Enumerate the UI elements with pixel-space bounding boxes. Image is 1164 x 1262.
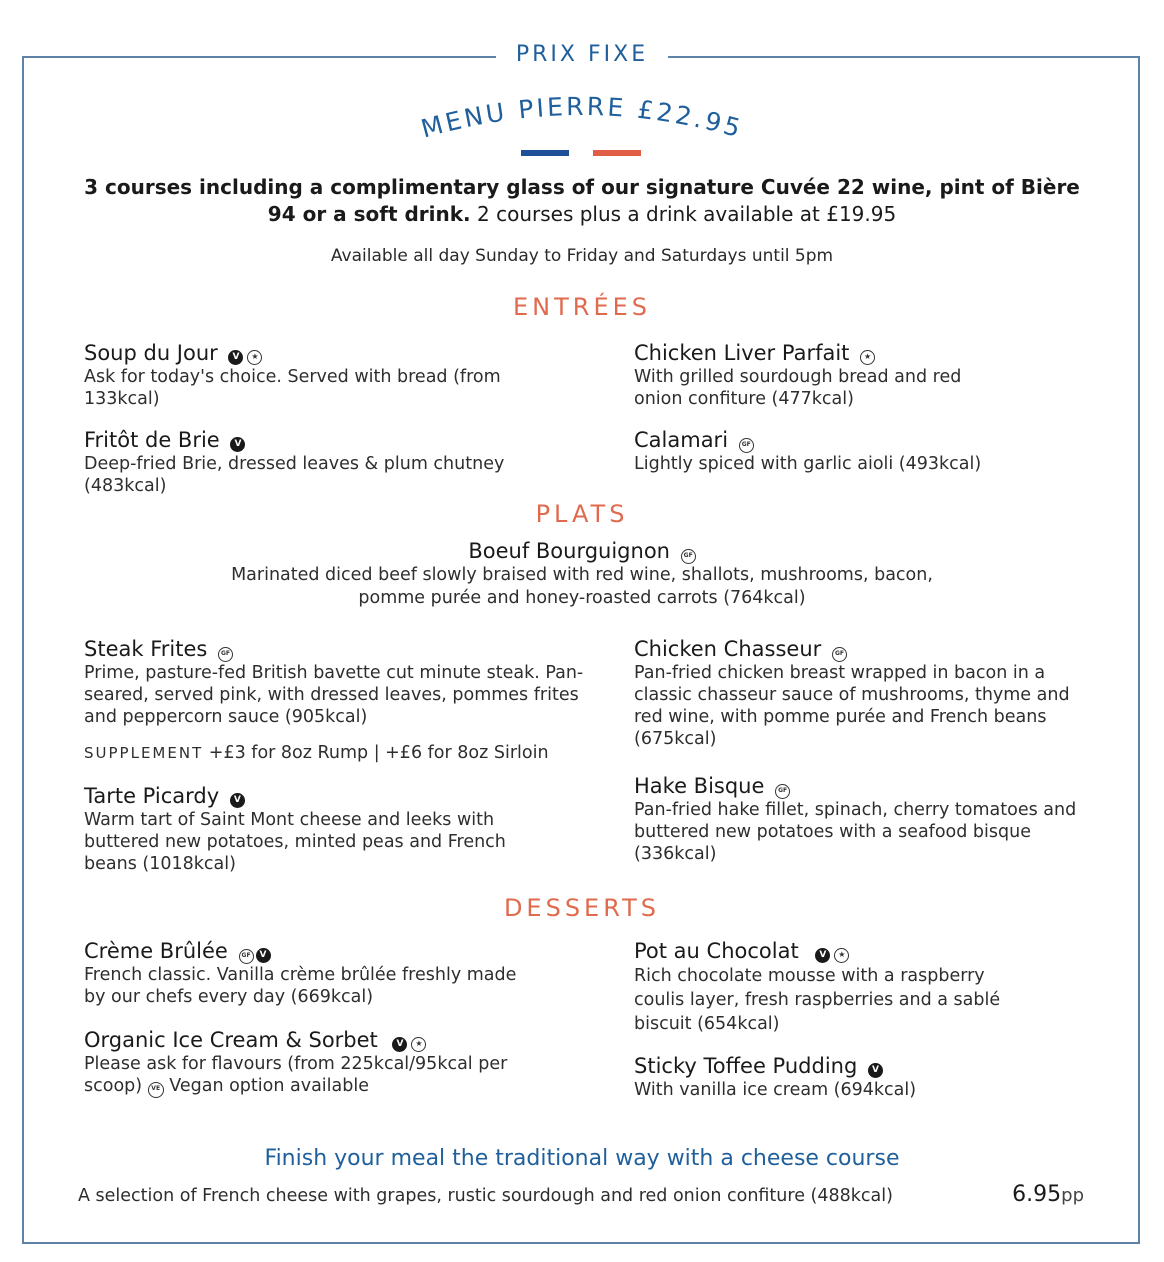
supplement-text: +£3 for 8oz Rump | +£6 for 8oz Sirloin bbox=[203, 743, 549, 763]
gluten-free-icon: GF bbox=[832, 647, 847, 662]
star-icon: ★ bbox=[247, 350, 262, 365]
menu-item bbox=[84, 938, 524, 1008]
vegetarian-icon: V bbox=[230, 437, 245, 452]
gluten-free-icon: GF bbox=[218, 647, 233, 662]
item-desc: French classic. Vanilla crème brûlée freshly made by our chefs every day (669kcal) bbox=[84, 965, 517, 1007]
price-value: 6.95 bbox=[1012, 1182, 1062, 1207]
menu-item bbox=[634, 938, 1034, 1036]
menu-item bbox=[634, 427, 1074, 475]
item-desc: Pan-fried hake fillet, spinach, cherry tomatoes and buttered new potatoes with a seafood bisque (336kcal) bbox=[634, 800, 1077, 864]
menu-title bbox=[380, 88, 784, 150]
item-name: Sticky Toffee Pudding bbox=[634, 1054, 858, 1078]
menu-item bbox=[84, 1027, 534, 1098]
star-icon: ★ bbox=[834, 948, 849, 963]
supplement-note bbox=[84, 743, 549, 763]
menu-item bbox=[84, 427, 554, 497]
menu-item bbox=[634, 636, 1094, 750]
price-unit: pp bbox=[1061, 1185, 1084, 1206]
intro-bold: 3 courses including a complimentary glass of our signature Cuvée 22 wine, pint of Bière 94 or a soft drink. bbox=[84, 175, 1080, 226]
flag-stripe-blue bbox=[521, 150, 569, 156]
flag-stripe-red bbox=[593, 150, 641, 156]
intro-normal: 2 courses plus a drink available at £19.95 bbox=[470, 202, 897, 226]
item-name: Calamari bbox=[634, 428, 729, 452]
supplement-label: SUPPLEMENT bbox=[84, 744, 204, 762]
item-desc: Deep-fried Brie, dressed leaves & plum chutney (483kcal) bbox=[84, 454, 505, 496]
item-desc: Warm tart of Saint Mont cheese and leeks with buttered new potatoes, minted peas and French beans (1018kcal) bbox=[84, 810, 506, 874]
item-desc: Rich chocolate mousse with a raspberry coulis layer, fresh raspberries and a sablé biscuit (654kcal) bbox=[634, 966, 1001, 1034]
entrees-heading: ENTRÉES bbox=[512, 293, 651, 321]
availability-note: Available all day Sunday to Friday and Saturdays until 5pm bbox=[330, 246, 834, 266]
item-name: Chicken Chasseur bbox=[634, 637, 822, 661]
item-name: Soup du Jour bbox=[84, 341, 218, 365]
vegan-icon: VE bbox=[148, 1082, 164, 1098]
star-icon: ★ bbox=[860, 350, 875, 365]
item-name: Steak Frites bbox=[84, 637, 208, 661]
desserts-heading: DESSERTS bbox=[503, 894, 661, 922]
menu-item bbox=[634, 1053, 1074, 1101]
item-desc: Lightly spiced with garlic aioli (493kcal) bbox=[634, 454, 982, 474]
item-name: Boeuf Bourguignon bbox=[468, 539, 670, 563]
item-desc: Prime, pasture-fed British bavette cut minute steak. Pan-seared, served pink, with dressed leaves, pommes frites and peppercorn sauce (905kcal) bbox=[84, 663, 584, 727]
prix-fixe-label: PRIX FIXE bbox=[496, 40, 668, 70]
menu-item bbox=[634, 340, 984, 410]
vegetarian-icon: V bbox=[392, 1037, 407, 1052]
item-desc: With vanilla ice cream (694kcal) bbox=[634, 1080, 917, 1100]
star-icon: ★ bbox=[411, 1037, 426, 1052]
gluten-free-icon: GF bbox=[681, 549, 696, 564]
vegetarian-icon: V bbox=[230, 793, 245, 808]
vegetarian-icon: V bbox=[815, 948, 830, 963]
menu-item bbox=[84, 783, 554, 875]
cheese-course-desc: A selection of French cheese with grapes, rustic sourdough and red onion confiture (488kcal) bbox=[78, 1186, 893, 1206]
item-name: Fritôt de Brie bbox=[84, 428, 220, 452]
item-name: Hake Bisque bbox=[634, 774, 765, 798]
menu-item bbox=[634, 773, 1084, 865]
vegan-note: Vegan option available bbox=[163, 1076, 369, 1096]
featured-item bbox=[230, 538, 934, 610]
cheese-course-price bbox=[1012, 1182, 1084, 1207]
item-name: Organic Ice Cream & Sorbet bbox=[84, 1028, 378, 1052]
menu-title-text: MENU PIERRE £22.95 bbox=[417, 91, 747, 144]
item-desc: Marinated diced beef slowly braised with red wine, shallots, mushrooms, bacon, pomme purée and honey-roasted carrots (764kcal) bbox=[231, 565, 933, 608]
item-desc: Please ask for flavours (from 225kcal/95kcal per scoop) bbox=[84, 1054, 508, 1096]
item-desc: Pan-fried chicken breast wrapped in bacon in a classic chasseur sauce of mushrooms, thyme and red wine, with pomme purée and French beans (675kcal) bbox=[634, 663, 1070, 749]
vegetarian-icon: V bbox=[868, 1063, 883, 1078]
item-desc: Ask for today's choice. Served with bread (from 133kcal) bbox=[84, 367, 501, 409]
item-name: Tarte Picardy bbox=[84, 784, 220, 808]
vegetarian-icon: V bbox=[256, 948, 271, 963]
vegetarian-icon: V bbox=[228, 350, 243, 365]
gluten-free-icon: GF bbox=[775, 784, 790, 799]
gluten-free-icon: GF bbox=[239, 949, 254, 964]
svg-text:MENU PIERRE £22.95 bbox=[418, 92, 746, 144]
item-name: Chicken Liver Parfait bbox=[634, 341, 850, 365]
menu-item bbox=[84, 340, 554, 410]
plats-heading: PLATS bbox=[535, 500, 629, 528]
gluten-free-icon: GF bbox=[739, 438, 754, 453]
item-name: Pot au Chocolat bbox=[634, 939, 799, 963]
cheese-course-heading: Finish your meal the traditional way with a cheese course bbox=[264, 1146, 900, 1171]
item-name: Crème Brûlée bbox=[84, 939, 228, 963]
item-desc: With grilled sourdough bread and red onion confiture (477kcal) bbox=[634, 367, 962, 409]
intro-text bbox=[80, 174, 1084, 228]
menu-item bbox=[84, 636, 584, 728]
